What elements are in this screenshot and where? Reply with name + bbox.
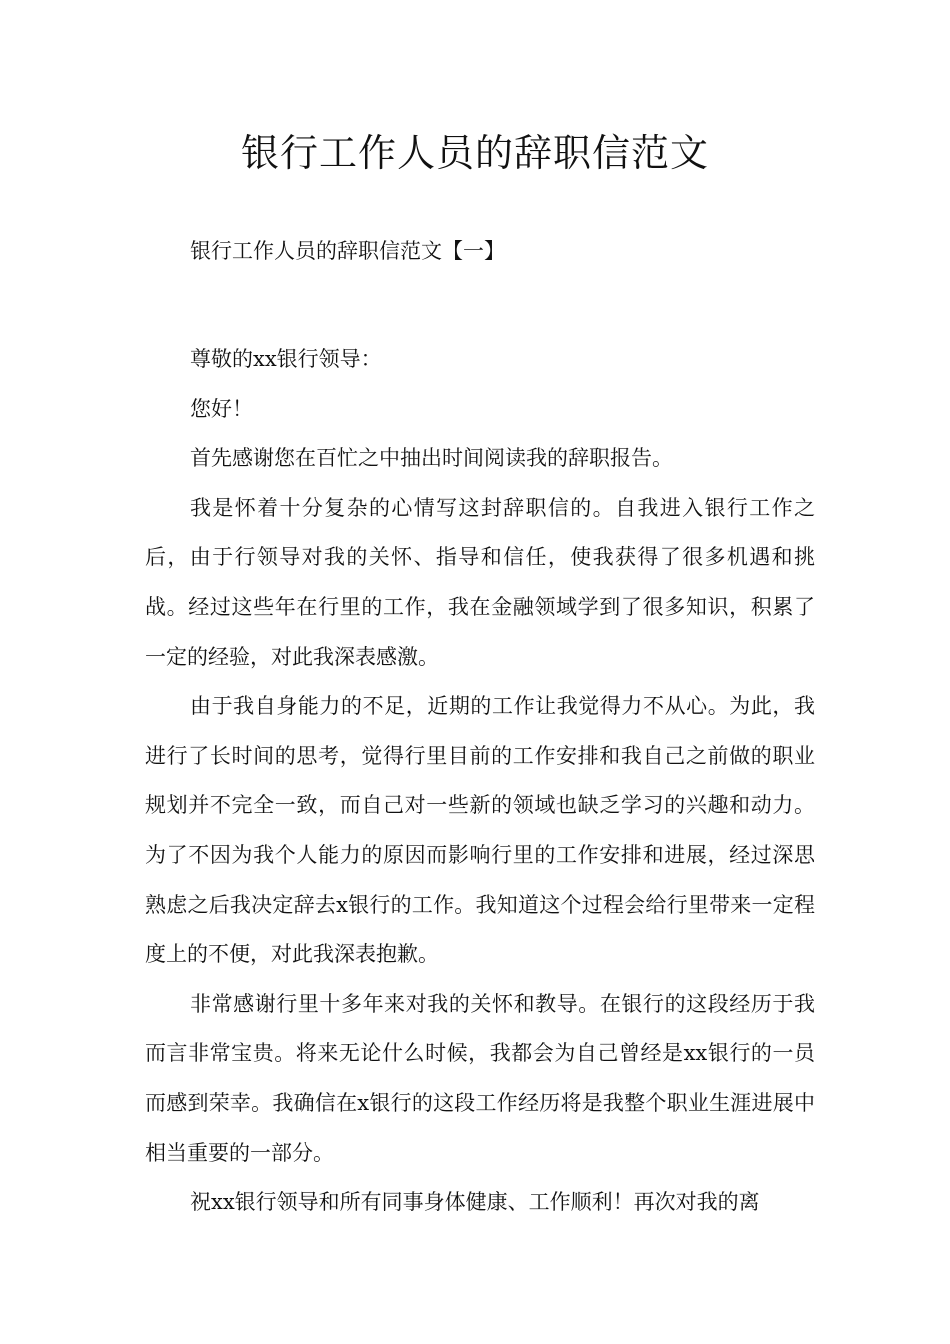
document-title: 银行工作人员的辞职信范文 — [240, 131, 709, 175]
paragraph-4: 非常感谢行里十多年来对我的关怀和教导。在银行的这段经历于我而言非常宝贵。将来无论什么时候，我都会为自己曾经是xx银行的一员而感到荣幸。我确信在x银行的这段工作经历将是我整个职业生涯进展中相当重要的一部分。 — [145, 991, 815, 1165]
paragraph-3: 由于我自身能力的不足，近期的工作让我觉得力不从心。为此，我进行了长时间的思考，觉得行里目前的工作安排和我自己之前做的职业规划并不完全一致，而自己对一些新的领域也缺乏学习的兴趣和动力。为了不因为我个人能力的原因而影响行里的工作安排和进展，经过深思熟虑之后我决定辞去x银行的工作。我知道这个过程会给行里带来一定程度上的不便，对此我深表抱歉。 — [145, 694, 815, 967]
paragraph-1: 首先感谢您在百忙之中抽出时间阅读我的辞职报告。 — [190, 446, 673, 471]
section-heading: 银行工作人员的辞职信范文【一】 — [190, 239, 505, 263]
salutation: 尊敬的xx银行领导： — [190, 347, 382, 371]
greeting: 您好！ — [190, 396, 253, 421]
letter-body — [145, 335, 815, 1228]
paragraph-5: 祝xx银行领导和所有同事身体健康、工作顺利！再次对我的离 — [190, 1190, 760, 1215]
paragraph-2: 我是怀着十分复杂的心情写这封辞职信的。自我进入银行工作之后，由于行领导对我的关怀、指导和信任，使我获得了很多机遇和挑战。经过这些年在行里的工作，我在金融领域学到了很多知识，积累了一定的经验，对此我深表感激。 — [145, 495, 815, 669]
